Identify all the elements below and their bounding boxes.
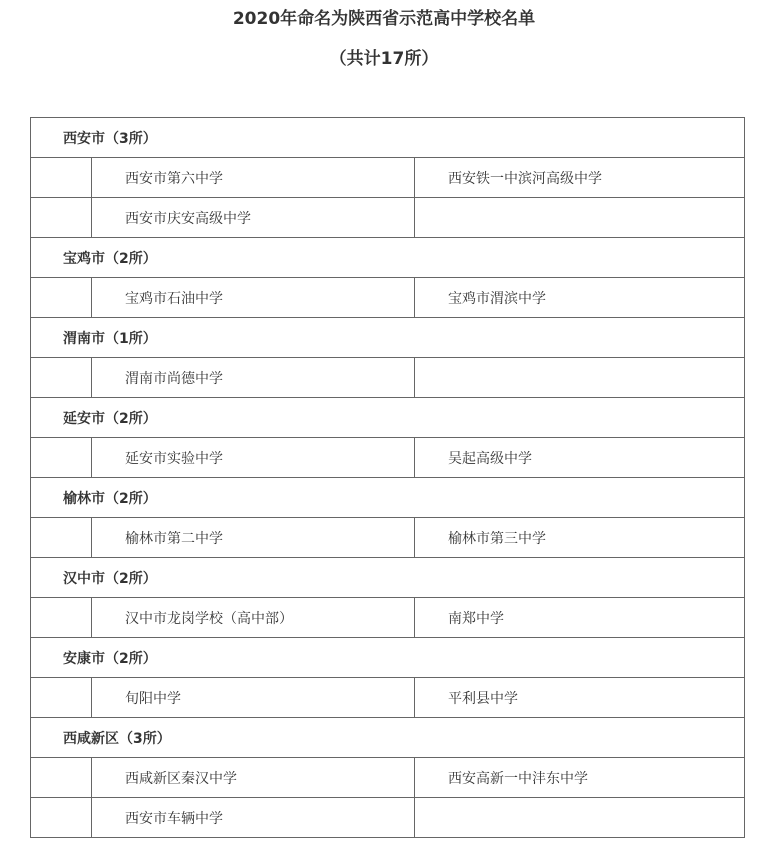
table-row <box>31 438 745 478</box>
region-row <box>31 478 745 518</box>
school-cell: 旬阳中学 <box>92 678 415 718</box>
indent-cell <box>31 678 92 718</box>
school-cell: 榆林市第三中学 <box>415 518 745 558</box>
region-row <box>31 718 745 758</box>
school-cell: 榆林市第二中学 <box>92 518 415 558</box>
table-row <box>31 678 745 718</box>
school-cell: 西安市庆安高级中学 <box>92 198 415 238</box>
indent-cell <box>31 438 92 478</box>
page-title: 2020年命名为陕西省示范高中学校名单 <box>232 9 536 29</box>
page-subtitle: （共计17所） <box>329 49 439 69</box>
school-cell: 延安市实验中学 <box>92 438 415 478</box>
region-row <box>31 118 745 158</box>
school-cell: 吴起高级中学 <box>415 438 745 478</box>
table-row <box>31 358 745 398</box>
region-row <box>31 558 745 598</box>
region-label: 渭南市（1所） <box>31 318 745 358</box>
school-list-table <box>30 117 745 838</box>
school-cell <box>415 198 745 238</box>
indent-cell <box>31 358 92 398</box>
region-label: 榆林市（2所） <box>31 478 745 518</box>
table-row <box>31 758 745 798</box>
school-cell: 西安市第六中学 <box>92 158 415 198</box>
school-cell: 西咸新区秦汉中学 <box>92 758 415 798</box>
region-label: 西安市（3所） <box>31 118 745 158</box>
region-row <box>31 238 745 278</box>
table-row <box>31 198 745 238</box>
indent-cell <box>31 798 92 838</box>
school-cell: 宝鸡市石油中学 <box>92 278 415 318</box>
school-cell: 平利县中学 <box>415 678 745 718</box>
school-cell: 汉中市龙岗学校（高中部） <box>92 598 415 638</box>
indent-cell <box>31 598 92 638</box>
school-cell: 渭南市尚德中学 <box>92 358 415 398</box>
table-row <box>31 798 745 838</box>
region-label: 汉中市（2所） <box>31 558 745 598</box>
region-label: 西咸新区（3所） <box>31 718 745 758</box>
region-label: 宝鸡市（2所） <box>31 238 745 278</box>
indent-cell <box>31 518 92 558</box>
indent-cell <box>31 198 92 238</box>
school-cell: 西安高新一中沣东中学 <box>415 758 745 798</box>
region-label: 延安市（2所） <box>31 398 745 438</box>
region-label: 安康市（2所） <box>31 638 745 678</box>
indent-cell <box>31 278 92 318</box>
table-row <box>31 278 745 318</box>
school-cell <box>415 358 745 398</box>
table-row <box>31 598 745 638</box>
school-cell: 西安铁一中滨河高级中学 <box>415 158 745 198</box>
school-cell: 西安市车辆中学 <box>92 798 415 838</box>
table-row <box>31 518 745 558</box>
region-row <box>31 398 745 438</box>
region-row <box>31 638 745 678</box>
table-row <box>31 158 745 198</box>
school-cell <box>415 798 745 838</box>
region-row <box>31 318 745 358</box>
school-cell: 南郑中学 <box>415 598 745 638</box>
school-cell: 宝鸡市渭滨中学 <box>415 278 745 318</box>
indent-cell <box>31 158 92 198</box>
indent-cell <box>31 758 92 798</box>
